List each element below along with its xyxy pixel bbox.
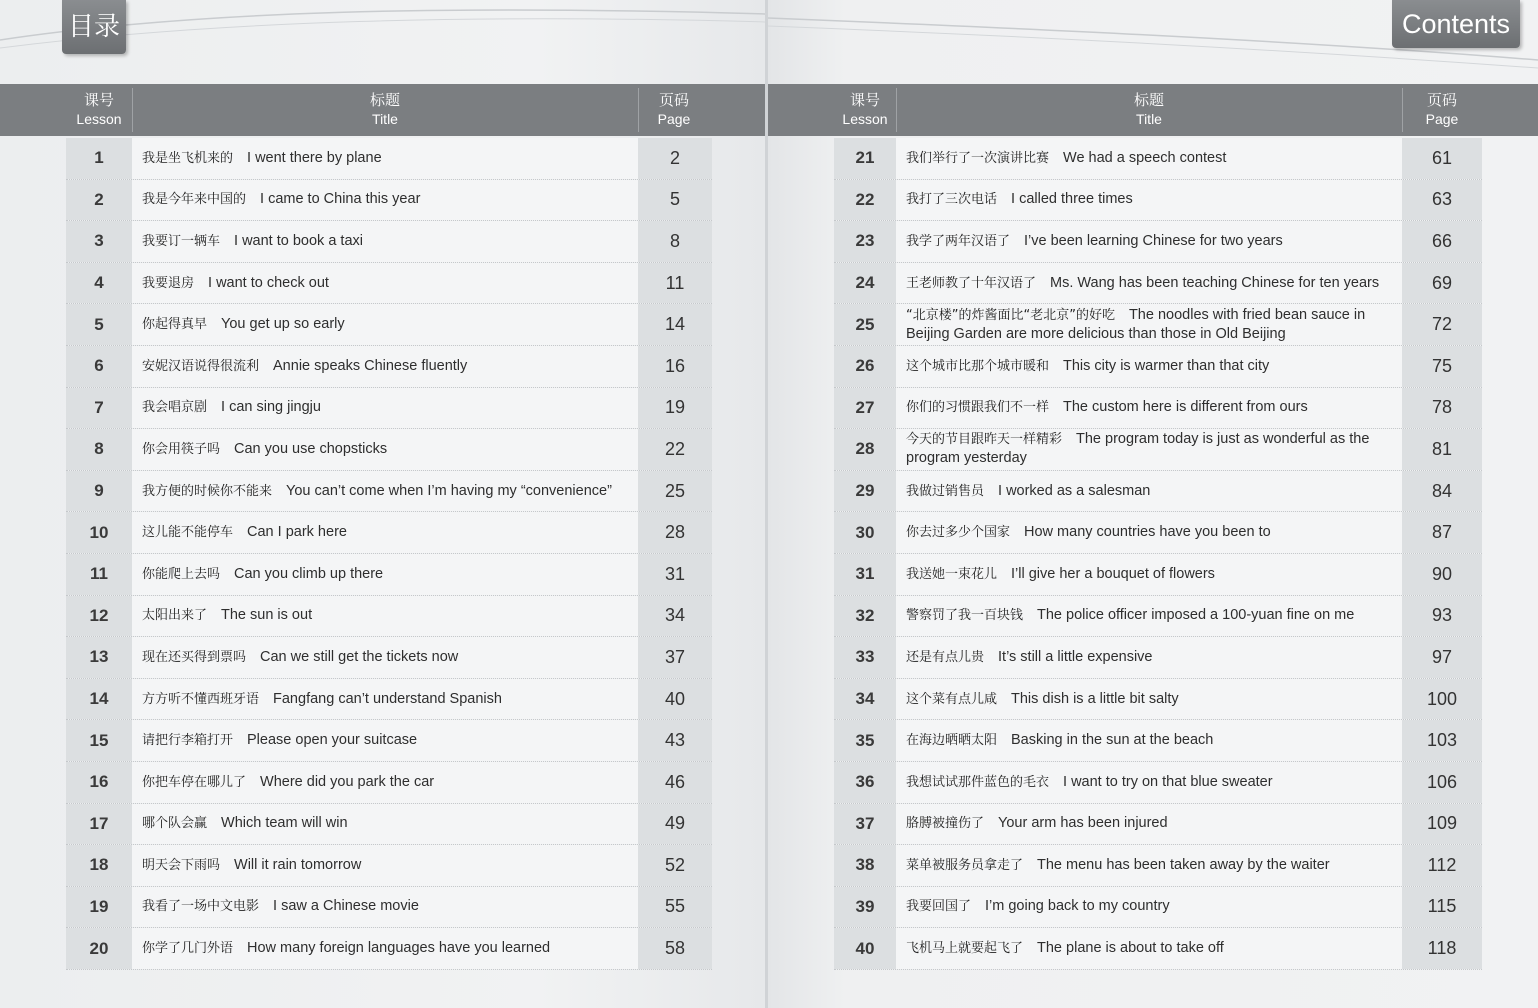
- lesson-title: [132, 263, 638, 304]
- lesson-title-cn: 我看了一场中文电影: [142, 899, 260, 915]
- lesson-title-cn: 你们的习惯跟我们不一样: [906, 400, 1050, 416]
- lesson-title-en: How many countries have you been to: [1024, 524, 1271, 541]
- table-row[interactable]: [834, 263, 1482, 305]
- table-row[interactable]: [66, 471, 712, 513]
- header-title-cn: 标题: [1133, 91, 1164, 109]
- lesson-title: [132, 429, 638, 470]
- table-row[interactable]: [834, 762, 1482, 804]
- table-header: [768, 84, 1538, 136]
- lesson-title-cn: 哪个队会赢: [142, 816, 208, 832]
- lesson-title: [896, 762, 1402, 803]
- table-row[interactable]: [66, 845, 712, 887]
- table-row[interactable]: [66, 346, 712, 388]
- lesson-title-cn: 你会用筷子吗: [142, 441, 221, 457]
- lesson-number: 3: [66, 221, 132, 262]
- lesson-title: [132, 720, 638, 761]
- table-row[interactable]: [834, 679, 1482, 721]
- table-row[interactable]: [66, 804, 712, 846]
- page-number: 97: [1402, 637, 1482, 678]
- lesson-title-en: Can I park here: [247, 524, 347, 541]
- lesson-number: 18: [66, 845, 132, 886]
- lesson-number: 27: [834, 388, 896, 429]
- lesson-number: 34: [834, 679, 896, 720]
- table-row[interactable]: [834, 221, 1482, 263]
- lesson-title: [132, 928, 638, 969]
- header-lesson: [66, 84, 132, 136]
- lesson-title-cn: 这个城市比那个城市暖和: [906, 358, 1050, 374]
- table-row[interactable]: [834, 180, 1482, 222]
- table-row[interactable]: [834, 720, 1482, 762]
- lesson-title-cn: 胳膊被撞伤了: [906, 816, 985, 832]
- lesson-number: 21: [834, 138, 896, 179]
- page-number: 16: [638, 346, 712, 387]
- lesson-title: [132, 138, 638, 179]
- table-row[interactable]: [834, 928, 1482, 970]
- page-number: 90: [1402, 554, 1482, 595]
- lesson-title-cn: 安妮汉语说得很流利: [142, 358, 260, 374]
- lesson-number: 13: [66, 637, 132, 678]
- page-number: 34: [638, 596, 712, 637]
- lesson-title-cn: 明天会下雨吗: [142, 857, 221, 873]
- lesson-title-en: The plane is about to take off: [1037, 940, 1224, 957]
- lesson-title: [132, 346, 638, 387]
- header-page: [1402, 84, 1482, 136]
- lesson-number: 11: [66, 554, 132, 595]
- lesson-number: 32: [834, 596, 896, 637]
- lesson-title-en: The program today is just as wonderful as the program yesterday: [906, 431, 1370, 467]
- page-number: 40: [638, 679, 712, 720]
- lesson-title-en: Will it rain tomorrow: [234, 856, 362, 873]
- header-page-en: Page: [1425, 111, 1459, 127]
- header-title-en: Title: [1136, 111, 1162, 127]
- lesson-title: [896, 845, 1402, 886]
- lesson-title-en: Can we still get the tickets now: [260, 648, 459, 665]
- lesson-number: 28: [834, 429, 896, 470]
- table-row[interactable]: [66, 304, 712, 346]
- lesson-title-en: I’ve been learning Chinese for two years: [1024, 232, 1283, 249]
- lesson-title: [896, 679, 1402, 720]
- lesson-title: [132, 471, 638, 512]
- lesson-title-cn: 我会唱京剧: [142, 400, 208, 416]
- table-row[interactable]: [66, 679, 712, 721]
- lesson-title-cn: 飞机马上就要起飞了: [906, 941, 1024, 957]
- lesson-title-cn: 今天的节目跟昨天一样精彩: [906, 432, 1063, 448]
- lesson-title-cn: 我打了三次电话: [906, 192, 998, 208]
- table-row[interactable]: [66, 720, 712, 762]
- lesson-title-en: Please open your suitcase: [247, 732, 418, 749]
- header-page-cn: 页码: [658, 91, 689, 109]
- page-number: 22: [638, 429, 712, 470]
- lesson-title-cn: 请把行李箱打开: [142, 733, 234, 749]
- table-row[interactable]: [834, 887, 1482, 929]
- lesson-title: [896, 346, 1402, 387]
- lesson-title-en: I’ll give her a bouquet of flowers: [1011, 565, 1215, 582]
- page-number: 112: [1402, 845, 1482, 886]
- header-page: [638, 84, 710, 136]
- table-row[interactable]: [834, 388, 1482, 430]
- lesson-title: [132, 804, 638, 845]
- contents-tab-chinese: 目录: [62, 0, 126, 54]
- lesson-title-en: The police officer imposed a 100-yuan fine on me: [1037, 607, 1355, 624]
- table-row[interactable]: [834, 845, 1482, 887]
- lesson-number: 35: [834, 720, 896, 761]
- lesson-title-cn: 你起得真早: [142, 317, 208, 333]
- lesson-title-cn: 警察罚了我一百块钱: [906, 608, 1024, 624]
- lesson-number: 4: [66, 263, 132, 304]
- lesson-number: 29: [834, 471, 896, 512]
- table-row[interactable]: [834, 429, 1482, 471]
- lesson-title: [896, 637, 1402, 678]
- page-number: 49: [638, 804, 712, 845]
- lesson-title: [896, 596, 1402, 637]
- table-row[interactable]: [834, 471, 1482, 513]
- lesson-title-cn: 你学了几门外语: [142, 941, 234, 957]
- page-number: 115: [1402, 887, 1482, 928]
- lesson-title-en: Can you use chopsticks: [234, 440, 388, 457]
- lesson-title: [132, 554, 638, 595]
- page-number: 28: [638, 512, 712, 553]
- lesson-title: [896, 429, 1402, 470]
- lesson-title: [132, 304, 638, 345]
- lesson-title-en: The sun is out: [221, 607, 313, 624]
- lesson-title-en: The noodles with fried bean sauce in Beijing Garden are more delicious than those in Old Beijing: [906, 306, 1366, 342]
- lesson-title-cn: 菜单被服务员拿走了: [906, 857, 1024, 873]
- page-number: 43: [638, 720, 712, 761]
- lesson-title: [896, 138, 1402, 179]
- lesson-number: 40: [834, 928, 896, 969]
- lesson-number: 12: [66, 596, 132, 637]
- lesson-title-en: Basking in the sun at the beach: [1011, 732, 1214, 749]
- page-number: 14: [638, 304, 712, 345]
- header-lesson-cn: 课号: [849, 91, 880, 109]
- page-number: 84: [1402, 471, 1482, 512]
- lesson-number: 5: [66, 304, 132, 345]
- lesson-title-cn: 我要订一辆车: [142, 233, 221, 249]
- page-number: 25: [638, 471, 712, 512]
- page-number: 100: [1402, 679, 1482, 720]
- table-row[interactable]: [66, 138, 712, 180]
- lesson-title-cn: 这儿能不能停车: [142, 525, 234, 541]
- lesson-title-en: I want to book a taxi: [234, 232, 363, 249]
- lesson-number: 20: [66, 928, 132, 969]
- lesson-title-cn: 我要回国了: [906, 899, 972, 915]
- page-number: 46: [638, 762, 712, 803]
- lesson-title-en: Fangfang can’t understand Spanish: [273, 690, 502, 707]
- lesson-title: [132, 180, 638, 221]
- lesson-title-en: The custom here is different from ours: [1063, 399, 1308, 416]
- right-page: [768, 0, 1538, 1008]
- lesson-title-cn: 我学了两年汉语了: [906, 233, 1011, 249]
- header-page-en: Page: [657, 111, 691, 127]
- left-page: [0, 0, 768, 1008]
- lesson-number: 14: [66, 679, 132, 720]
- table-row[interactable]: [834, 804, 1482, 846]
- lesson-title: [896, 263, 1402, 304]
- lesson-title: [132, 512, 638, 553]
- lesson-title: [896, 180, 1402, 221]
- lesson-title-en: This city is warmer than that city: [1063, 357, 1270, 374]
- lesson-title: [896, 304, 1402, 345]
- table-row[interactable]: [66, 180, 712, 222]
- lesson-number: 26: [834, 346, 896, 387]
- page-number: 37: [638, 637, 712, 678]
- lesson-number: 15: [66, 720, 132, 761]
- lesson-title: [132, 221, 638, 262]
- header-title: [132, 84, 638, 136]
- page-number: 109: [1402, 804, 1482, 845]
- lesson-number: 22: [834, 180, 896, 221]
- lesson-title-en: Which team will win: [221, 815, 348, 832]
- page-number: 58: [638, 928, 712, 969]
- table-row[interactable]: [66, 762, 712, 804]
- lesson-title-cn: 王老师教了十年汉语了: [906, 275, 1037, 291]
- lesson-title-cn: 你能爬上去吗: [142, 566, 221, 582]
- lesson-title-cn: 你去过多少个国家: [906, 525, 1011, 541]
- lesson-number: 39: [834, 887, 896, 928]
- lesson-number: 19: [66, 887, 132, 928]
- lesson-title-en: I want to try on that blue sweater: [1063, 773, 1273, 790]
- page-number: 78: [1402, 388, 1482, 429]
- table-row[interactable]: [66, 887, 712, 929]
- lesson-title-en: I went there by plane: [247, 149, 382, 166]
- page-number: 63: [1402, 180, 1482, 221]
- lesson-title: [896, 928, 1402, 969]
- lesson-number: 10: [66, 512, 132, 553]
- page-number: 103: [1402, 720, 1482, 761]
- lesson-number: 38: [834, 845, 896, 886]
- page-number: 106: [1402, 762, 1482, 803]
- table-row[interactable]: [66, 928, 712, 970]
- page-number: 5: [638, 180, 712, 221]
- header-lesson-en: Lesson: [76, 111, 122, 127]
- lesson-number: 9: [66, 471, 132, 512]
- lesson-number: 1: [66, 138, 132, 179]
- lesson-title: [132, 596, 638, 637]
- table-row[interactable]: [66, 554, 712, 596]
- lesson-number: 7: [66, 388, 132, 429]
- header-title: [896, 84, 1402, 136]
- lesson-title: [132, 679, 638, 720]
- lesson-title-en: I want to check out: [208, 274, 329, 291]
- table-row[interactable]: [66, 388, 712, 430]
- lesson-title-cn: 方方听不懂西班牙语: [142, 691, 260, 707]
- lesson-title-cn: 还是有点儿贵: [906, 649, 985, 665]
- lesson-title-en: It’s still a little expensive: [998, 648, 1153, 665]
- lesson-title-cn: 我是今年来中国的: [142, 192, 247, 208]
- table-row[interactable]: [66, 429, 712, 471]
- contents-tab-english: Contents: [1392, 0, 1520, 48]
- lesson-title: [896, 554, 1402, 595]
- page-number: 75: [1402, 346, 1482, 387]
- lesson-title-cn: 这个菜有点儿咸: [906, 691, 998, 707]
- lesson-title-cn: 你把车停在哪儿了: [142, 774, 247, 790]
- lesson-title-en: This dish is a little bit salty: [1011, 690, 1179, 707]
- lesson-title-cn: 我方便的时候你不能来: [142, 483, 273, 499]
- table-row[interactable]: [834, 138, 1482, 180]
- lesson-title-cn: 我是坐飞机来的: [142, 150, 234, 166]
- page-number: 72: [1402, 304, 1482, 345]
- page-number: 19: [638, 388, 712, 429]
- header-lesson: [834, 84, 896, 136]
- header-title-en: Title: [372, 111, 398, 127]
- lesson-number: 17: [66, 804, 132, 845]
- table-row[interactable]: [834, 596, 1482, 638]
- lesson-title-cn: 我送她一束花儿: [906, 566, 998, 582]
- lesson-title-cn: 在海边晒晒太阳: [906, 733, 998, 749]
- lesson-number: 30: [834, 512, 896, 553]
- lesson-title: [132, 845, 638, 886]
- lesson-number: 6: [66, 346, 132, 387]
- table-row[interactable]: [834, 512, 1482, 554]
- table-row[interactable]: [834, 554, 1482, 596]
- lesson-title-en: Ms. Wang has been teaching Chinese for ten years: [1050, 274, 1380, 291]
- lesson-title: [132, 637, 638, 678]
- lesson-title-cn: 我想试试那件蓝色的毛衣: [906, 774, 1050, 790]
- lesson-title-en: We had a speech contest: [1063, 149, 1227, 166]
- lesson-number: 25: [834, 304, 896, 345]
- lesson-number: 16: [66, 762, 132, 803]
- table-row[interactable]: [66, 221, 712, 263]
- lesson-title-en: Can you climb up there: [234, 565, 384, 582]
- lesson-title-en: I worked as a salesman: [998, 482, 1151, 499]
- page-number: 31: [638, 554, 712, 595]
- header-lesson-en: Lesson: [842, 111, 888, 127]
- table-row[interactable]: [66, 596, 712, 638]
- lesson-title-en: I can sing jingju: [221, 399, 321, 416]
- lesson-title-cn: 我要退房: [142, 275, 195, 291]
- lesson-title-en: The menu has been taken away by the waiter: [1037, 856, 1330, 873]
- page-number: 61: [1402, 138, 1482, 179]
- lesson-number: 36: [834, 762, 896, 803]
- page-number: 11: [638, 263, 712, 304]
- page-number: 2: [638, 138, 712, 179]
- lesson-number: 8: [66, 429, 132, 470]
- page-number: 118: [1402, 928, 1482, 969]
- lesson-title: [896, 720, 1402, 761]
- page-number: 93: [1402, 596, 1482, 637]
- lesson-title: [896, 887, 1402, 928]
- lesson-title-en: How many foreign languages have you learned: [247, 940, 551, 957]
- lesson-title: [132, 887, 638, 928]
- lesson-title-en: Your arm has been injured: [998, 815, 1168, 832]
- lesson-title-en: Annie speaks Chinese fluently: [273, 357, 468, 374]
- lesson-title-cn: 我做过销售员: [906, 483, 985, 499]
- lesson-title: [896, 221, 1402, 262]
- page-number: 81: [1402, 429, 1482, 470]
- lesson-title-en: Where did you park the car: [260, 773, 435, 790]
- lesson-title-cn: 太阳出来了: [142, 608, 208, 624]
- lesson-title-en: I saw a Chinese movie: [273, 898, 419, 915]
- lesson-title-cn: 我们举行了一次演讲比赛: [906, 150, 1050, 166]
- lesson-title: [896, 804, 1402, 845]
- page-number: 52: [638, 845, 712, 886]
- page-number: 66: [1402, 221, 1482, 262]
- lesson-number: 23: [834, 221, 896, 262]
- table-row[interactable]: [834, 304, 1482, 346]
- lesson-title-cn: “北京楼”的炸酱面比“老北京”的好吃: [906, 307, 1115, 323]
- lesson-number: 24: [834, 263, 896, 304]
- lesson-number: 31: [834, 554, 896, 595]
- lesson-title: [896, 471, 1402, 512]
- lesson-title: [132, 762, 638, 803]
- table-row[interactable]: [834, 346, 1482, 388]
- page-number: 55: [638, 887, 712, 928]
- lesson-title-cn: 现在还买得到票吗: [142, 649, 247, 665]
- header-page-cn: 页码: [1426, 91, 1457, 109]
- table-row[interactable]: [66, 637, 712, 679]
- lesson-title: [896, 388, 1402, 429]
- lesson-title-en: I came to China this year: [260, 191, 421, 208]
- contents-table-right: [834, 138, 1482, 970]
- header-title-cn: 标题: [369, 91, 400, 109]
- lesson-title-en: I called three times: [1011, 191, 1133, 208]
- page-number: 69: [1402, 263, 1482, 304]
- table-row[interactable]: [66, 512, 712, 554]
- page-number: 87: [1402, 512, 1482, 553]
- lesson-number: 2: [66, 180, 132, 221]
- table-header: [0, 84, 766, 136]
- lesson-title-en: I’m going back to my country: [985, 898, 1170, 915]
- lesson-title-en: You get up so early: [221, 316, 345, 333]
- lesson-title: [132, 388, 638, 429]
- lesson-number: 37: [834, 804, 896, 845]
- contents-table-left: [66, 138, 712, 970]
- page-number: 8: [638, 221, 712, 262]
- lesson-number: 33: [834, 637, 896, 678]
- lesson-title: [896, 512, 1402, 553]
- header-lesson-cn: 课号: [83, 91, 114, 109]
- lesson-title-en: You can’t come when I’m having my “convenience”: [286, 482, 612, 499]
- table-row[interactable]: [66, 263, 712, 305]
- table-row[interactable]: [834, 637, 1482, 679]
